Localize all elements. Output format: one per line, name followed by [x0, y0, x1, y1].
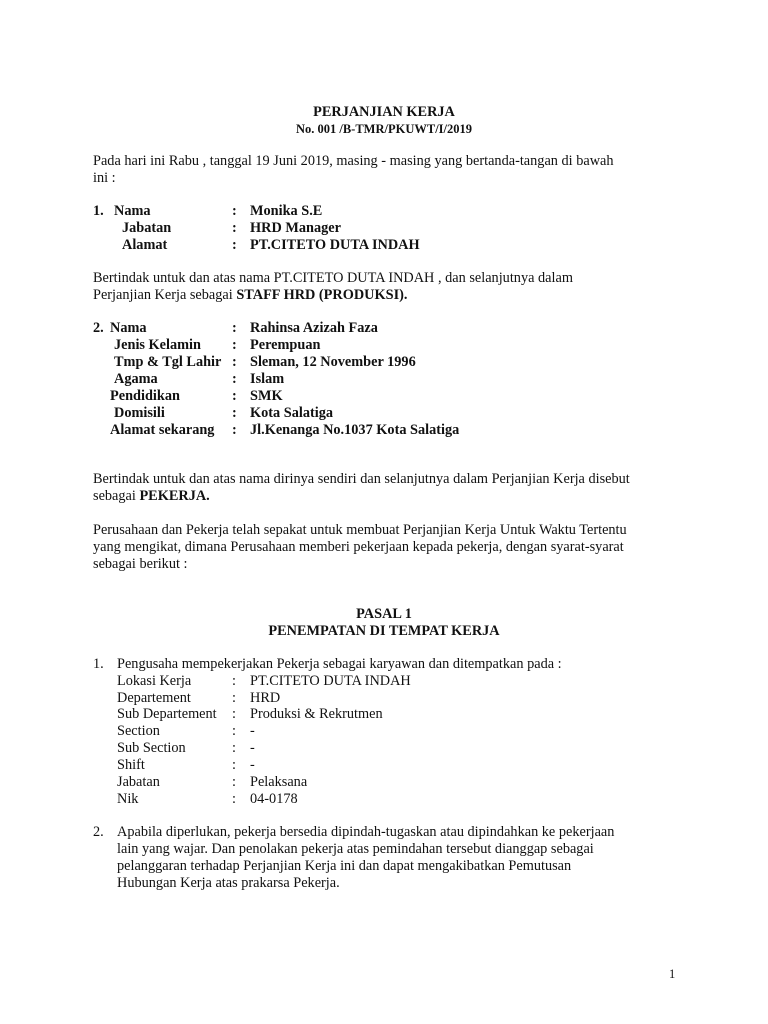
placement-sep: : [232, 740, 236, 756]
party2-label: Domisili [114, 405, 165, 421]
placement-value: - [250, 723, 255, 739]
party2-sep: : [232, 388, 237, 404]
party2-number: 2. [93, 320, 104, 336]
party2-label: Jenis Kelamin [114, 337, 201, 353]
party1-value: HRD Manager [250, 220, 341, 236]
item2-line-4: Hubungan Kerja atas prakarsa Pekerja. [117, 875, 340, 891]
agree-line-3: sebagai berikut : [93, 556, 188, 572]
party2-sep: : [232, 354, 237, 370]
placement-sep: : [232, 706, 236, 722]
placement-sep: : [232, 723, 236, 739]
act1-line-2-text: Perjanjian Kerja sebagai [93, 287, 237, 303]
document-title: PERJANJIAN KERJA [313, 104, 455, 120]
intro-line-1: Pada hari ini Rabu , tanggal 19 Juni 2019, masing - masing yang bertanda-tangan di bawah [93, 153, 614, 169]
party1-label: Jabatan [122, 220, 172, 236]
party2-value: Sleman, 12 November 1996 [250, 354, 416, 370]
item1-text: Pengusaha mempekerjakan Pekerja sebagai karyawan dan ditempatkan pada : [117, 656, 562, 672]
party2-value: Kota Salatiga [250, 405, 334, 421]
party1-label: Nama [114, 203, 151, 219]
party2-value: SMK [250, 388, 283, 404]
party2-value: Perempuan [250, 337, 321, 353]
placement-label: Shift [117, 757, 145, 773]
placement-label: Nik [117, 791, 139, 807]
act1-role: STAFF HRD (PRODUKSI). [236, 287, 408, 303]
agree-line-1: Perusahaan dan Pekerja telah sepakat untuk membuat Perjanjian Kerja Untuk Waktu Tertentu [93, 522, 627, 538]
placement-value: Produksi & Rekrutmen [250, 706, 383, 722]
agree-line-2: yang mengikat, dimana Perusahaan memberi pekerjaan kepada pekerja, dengan syarat-syarat [93, 539, 624, 555]
act2-role: PEKERJA. [139, 488, 210, 504]
placement-value: - [250, 740, 255, 756]
party1-value: Monika S.E [250, 203, 323, 219]
party1-label: Alamat [122, 237, 168, 253]
party2-label: Tmp & Tgl Lahir [114, 354, 222, 370]
party2-sep: : [232, 320, 237, 336]
party2-label: Pendidikan [110, 388, 180, 404]
act1-line-2 [93, 287, 407, 304]
party1-sep: : [232, 220, 237, 236]
placement-label: Sub Section [117, 740, 186, 756]
party2-value: Islam [250, 371, 285, 387]
party2-label: Agama [114, 371, 158, 387]
placement-label: Jabatan [117, 774, 160, 790]
document-number: No. 001 /B-TMR/PKUWT/I/2019 [295, 122, 473, 136]
pasal-title: PASAL 1 [356, 606, 412, 622]
item2-line-1: Apabila diperlukan, pekerja bersedia dipindah-tugaskan atau dipindahkan ke pekerjaan [117, 824, 615, 840]
act2-line-1: Bertindak untuk dan atas nama dirinya sendiri dan selanjutnya dalam Perjanjian Kerja disebut [93, 471, 630, 487]
placement-sep: : [232, 690, 236, 706]
page-number: 1 [669, 967, 676, 981]
item2-number: 2. [93, 824, 104, 840]
party2-sep: : [232, 371, 237, 387]
act1-line-1: Bertindak untuk dan atas nama PT.CITETO DUTA INDAH , dan selanjutnya dalam [93, 270, 573, 286]
party1-sep: : [232, 237, 237, 253]
party1-number: 1. [93, 203, 104, 219]
placement-value: HRD [250, 690, 281, 706]
placement-value: PT.CITETO DUTA INDAH [250, 673, 411, 689]
act2-line-2-text: sebagai [93, 488, 140, 504]
party2-label: Alamat sekarang [110, 422, 215, 438]
placement-sep: : [232, 673, 236, 689]
party2-sep: : [232, 337, 237, 353]
item1-number: 1. [93, 656, 104, 672]
placement-label: Sub Departement [117, 706, 217, 722]
placement-label: Lokasi Kerja [117, 673, 192, 689]
placement-sep: : [232, 791, 236, 807]
party2-value: Rahinsa Azizah Faza [250, 320, 378, 336]
placement-value: - [250, 757, 255, 773]
placement-value: 04-0178 [250, 791, 298, 807]
intro-line-2: ini : [93, 170, 116, 186]
act2-line-2 [93, 488, 210, 505]
party2-sep: : [232, 405, 237, 421]
placement-sep: : [232, 774, 236, 790]
party1-value: PT.CITETO DUTA INDAH [250, 237, 420, 253]
party1-sep: : [232, 203, 237, 219]
placement-sep: : [232, 757, 236, 773]
placement-label: Section [117, 723, 160, 739]
placement-label: Departement [117, 690, 191, 706]
item2-line-2: lain yang wajar. Dan penolakan pekerja atas pemindahan tersebut dianggap sebagai [117, 841, 594, 857]
item2-line-3: pelanggaran terhadap Perjanjian Kerja ini dan dapat mengakibatkan Pemutusan [117, 858, 572, 874]
party2-sep: : [232, 422, 237, 438]
placement-value: Pelaksana [250, 774, 308, 790]
party2-value: Jl.Kenanga No.1037 Kota Salatiga [250, 422, 460, 438]
party2-label: Nama [110, 320, 147, 336]
pasal-subtitle: PENEMPATAN DI TEMPAT KERJA [268, 623, 500, 639]
